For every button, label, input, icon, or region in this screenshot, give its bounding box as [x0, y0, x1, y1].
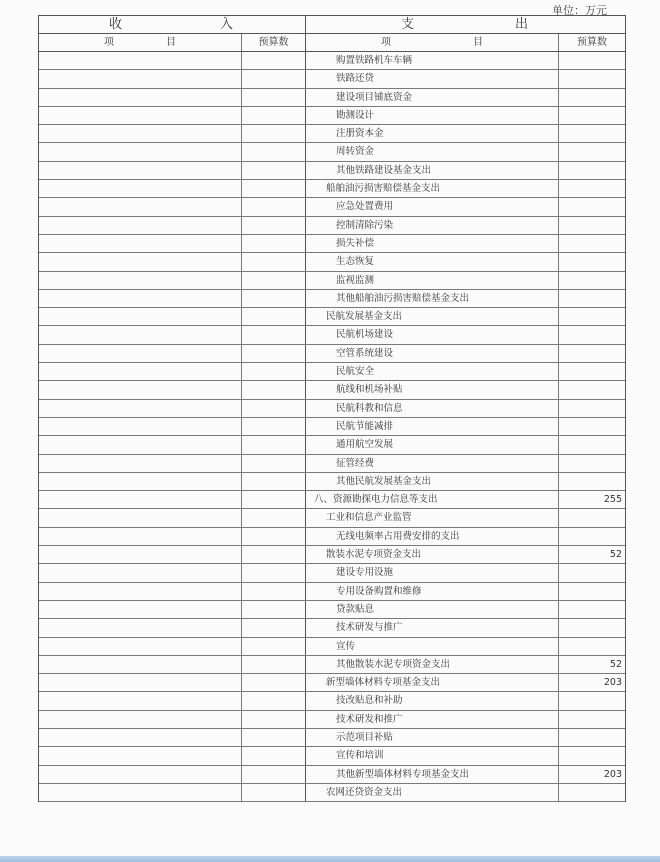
expense-item-cell: 专用设备购置和维修	[306, 583, 559, 600]
expense-item-cell: 民航科教和信息	[306, 400, 559, 417]
header-row-sections	[39, 16, 625, 34]
table-row	[39, 528, 625, 546]
expense-budget-cell	[559, 564, 625, 581]
expense-item-cell: 其他民航发展基金支出	[306, 473, 559, 490]
expense-item-header	[306, 34, 559, 51]
expense-budget-cell: 203	[603, 768, 622, 780]
income-budget-cell	[242, 491, 306, 508]
income-budget-cell	[242, 70, 306, 87]
expense-item-cell: 周转资金	[306, 143, 559, 160]
expense-item-cell: 八、资源勘探电力信息等支出	[306, 491, 559, 508]
expense-budget-cell	[559, 638, 625, 655]
income-budget-cell	[242, 711, 306, 728]
expense-budget-cell	[559, 418, 625, 435]
income-item-cell	[39, 491, 242, 508]
income-budget-cell	[242, 272, 306, 289]
income-item-cell	[39, 308, 242, 325]
table-row	[39, 162, 625, 180]
expense-item-cell: 勘测设计	[306, 107, 559, 124]
table-row	[39, 436, 625, 454]
income-item-cell	[39, 601, 242, 618]
table-row	[39, 143, 625, 161]
table-row	[39, 217, 625, 235]
expense-item-cell: 征管经费	[306, 455, 559, 472]
expense-budget-cell	[559, 784, 625, 801]
expense-budget-cell	[559, 692, 625, 709]
expense-budget-cell	[559, 70, 625, 87]
table-row	[39, 583, 625, 601]
table-row	[39, 326, 625, 344]
expense-budget-cell	[559, 89, 625, 106]
expense-budget-cell	[559, 235, 625, 252]
income-budget-cell	[242, 217, 306, 234]
table-row	[39, 509, 625, 527]
expense-item-cell: 民航安全	[306, 363, 559, 380]
expense-char-2: 出	[514, 17, 530, 32]
expense-budget-cell	[559, 272, 625, 289]
page-bottom-band	[0, 856, 660, 862]
income-budget-cell	[242, 546, 306, 563]
table-row	[39, 601, 625, 619]
table-row	[39, 198, 625, 216]
table-body	[39, 52, 625, 802]
income-item-cell	[39, 253, 242, 270]
expense-budget-cell	[559, 528, 625, 545]
income-budget-cell	[242, 180, 306, 197]
item-char-2: 目	[473, 37, 483, 48]
income-budget-cell	[242, 400, 306, 417]
income-budget-cell	[242, 692, 306, 709]
income-budget-cell	[242, 473, 306, 490]
expense-budget-cell	[559, 747, 625, 764]
expense-item-cell: 示范项目补贴	[306, 729, 559, 746]
expense-item-cell: 监视监测	[306, 272, 559, 289]
expense-budget-cell	[559, 326, 625, 343]
table-row	[39, 70, 625, 88]
income-item-cell	[39, 345, 242, 362]
income-budget-cell	[242, 601, 306, 618]
table-row	[39, 546, 625, 564]
expense-budget-cell	[559, 198, 625, 215]
income-item-cell	[39, 455, 242, 472]
header-row-columns	[39, 34, 625, 52]
table-row	[39, 766, 625, 784]
expense-item-cell: 其他新型墙体材料专项基金支出	[306, 766, 559, 783]
expense-budget-cell	[559, 345, 625, 362]
expense-budget-cell	[559, 308, 625, 325]
expense-item-cell: 新型墙体材料专项基金支出	[306, 674, 559, 691]
expense-item-cell: 民航节能减排	[306, 418, 559, 435]
expense-item-cell: 民航机场建设	[306, 326, 559, 343]
income-item-cell	[39, 52, 242, 69]
table-row	[39, 564, 625, 582]
table-row	[39, 272, 625, 290]
table-row	[39, 125, 625, 143]
income-item-cell	[39, 125, 242, 142]
expense-item-cell: 宣传	[306, 638, 559, 655]
income-item-cell	[39, 89, 242, 106]
expense-budget-cell	[559, 162, 625, 179]
expense-budget-cell	[559, 125, 625, 142]
income-item-cell	[39, 400, 242, 417]
table-row	[39, 729, 625, 747]
income-char-1: 收	[109, 17, 125, 32]
expense-item-cell: 建设专用设施	[306, 564, 559, 581]
income-item-cell	[39, 418, 242, 435]
expense-item-cell: 农网还贷资金支出	[306, 784, 559, 801]
expense-item-cell: 通用航空发展	[306, 436, 559, 453]
table-row	[39, 235, 625, 253]
table-row	[39, 711, 625, 729]
income-budget-cell	[242, 290, 306, 307]
table-row	[39, 89, 625, 107]
expense-budget-cell: 203	[603, 677, 622, 689]
table-row	[39, 638, 625, 656]
income-budget-cell	[242, 253, 306, 270]
income-item-cell	[39, 528, 242, 545]
income-budget-cell	[242, 436, 306, 453]
income-budget-cell	[242, 326, 306, 343]
table-row	[39, 345, 625, 363]
income-char-2: 入	[219, 17, 235, 32]
income-budget-cell	[242, 52, 306, 69]
table-row	[39, 491, 625, 509]
expense-budget-cell	[559, 52, 625, 69]
income-budget-cell	[242, 766, 306, 783]
expense-budget-cell	[559, 473, 625, 490]
expense-item-cell: 工业和信息产业监管	[306, 509, 559, 526]
expense-item-cell: 散装水泥专项资金支出	[306, 546, 559, 563]
income-item-cell	[39, 180, 242, 197]
income-budget-cell	[242, 674, 306, 691]
expense-item-cell: 无线电频率占用费安排的支出	[306, 528, 559, 545]
income-item-cell	[39, 272, 242, 289]
table-row	[39, 692, 625, 710]
income-item-cell	[39, 711, 242, 728]
table-row	[39, 308, 625, 326]
expense-budget-cell	[559, 180, 625, 197]
income-item-cell	[39, 326, 242, 343]
income-item-cell	[39, 784, 242, 801]
income-item-cell	[39, 70, 242, 87]
income-budget-cell	[242, 89, 306, 106]
item-char-1: 项	[104, 37, 114, 48]
expense-item-cell: 损失补偿	[306, 235, 559, 252]
expense-item-cell: 空管系统建设	[306, 345, 559, 362]
table-row	[39, 52, 625, 70]
expense-budget-cell	[559, 290, 625, 307]
expense-item-cell: 技术研发与推广	[306, 619, 559, 636]
expense-item-cell: 其他船舶油污损害赔偿基金支出	[306, 290, 559, 307]
income-item-cell	[39, 381, 242, 398]
expense-budget-cell	[559, 436, 625, 453]
income-item-cell	[39, 546, 242, 563]
income-item-cell	[39, 162, 242, 179]
table-row	[39, 400, 625, 418]
income-item-cell	[39, 619, 242, 636]
expense-budget-cell	[559, 363, 625, 380]
expense-budget-cell	[559, 143, 625, 160]
income-item-cell	[39, 290, 242, 307]
income-budget-cell	[242, 418, 306, 435]
income-item-cell	[39, 363, 242, 380]
table-row	[39, 107, 625, 125]
table-row	[39, 418, 625, 436]
table-row	[39, 455, 625, 473]
expense-item-cell: 建设项目铺底资金	[306, 89, 559, 106]
expense-budget-cell	[559, 583, 625, 600]
income-budget-cell	[242, 528, 306, 545]
expense-item-cell: 铁路还贷	[306, 70, 559, 87]
table-row	[39, 674, 625, 692]
income-item-cell	[39, 747, 242, 764]
expense-budget-cell	[559, 107, 625, 124]
income-budget-cell	[242, 619, 306, 636]
table-row	[39, 656, 625, 674]
expense-item-cell: 宣传和培训	[306, 747, 559, 764]
income-budget-cell	[242, 729, 306, 746]
income-budget-cell	[242, 125, 306, 142]
expense-header	[306, 16, 625, 33]
table-row	[39, 363, 625, 381]
unit-label: 单位：万元	[552, 4, 607, 17]
expense-item-cell: 技改贴息和补助	[306, 692, 559, 709]
expense-budget-cell	[559, 455, 625, 472]
income-budget-cell	[242, 509, 306, 526]
expense-budget-cell	[559, 381, 625, 398]
income-budget-cell	[242, 162, 306, 179]
income-header	[39, 16, 306, 33]
expense-budget-cell: 52	[609, 549, 622, 561]
expense-item-cell: 注册资本金	[306, 125, 559, 142]
income-item-cell	[39, 638, 242, 655]
income-budget-cell	[242, 381, 306, 398]
table-row	[39, 253, 625, 271]
table-row	[39, 180, 625, 198]
expense-item-cell: 航线和机场补贴	[306, 381, 559, 398]
income-budget-cell	[242, 656, 306, 673]
table-row	[39, 381, 625, 399]
expense-item-cell: 民航发展基金支出	[306, 308, 559, 325]
income-item-cell	[39, 235, 242, 252]
expense-budget-header: 预算数	[577, 37, 607, 48]
item-char-1: 项	[381, 37, 391, 48]
expense-item-cell: 船舶油污损害赔偿基金支出	[306, 180, 559, 197]
expense-item-cell: 购置铁路机车车辆	[306, 52, 559, 69]
income-budget-cell	[242, 784, 306, 801]
expense-item-cell: 其他铁路建设基金支出	[306, 162, 559, 179]
expense-item-cell: 生态恢复	[306, 253, 559, 270]
item-char-2: 目	[166, 37, 176, 48]
table-row	[39, 619, 625, 637]
income-item-cell	[39, 729, 242, 746]
expense-budget-cell	[559, 217, 625, 234]
income-budget-cell	[242, 198, 306, 215]
expense-item-cell: 应急处置费用	[306, 198, 559, 215]
income-item-cell	[39, 143, 242, 160]
income-budget-cell	[242, 143, 306, 160]
table-row	[39, 784, 625, 802]
expense-item-cell: 贷款贴息	[306, 601, 559, 618]
income-item-header	[39, 34, 242, 51]
income-item-cell	[39, 674, 242, 691]
income-item-cell	[39, 509, 242, 526]
table-row	[39, 473, 625, 491]
expense-budget-cell	[559, 509, 625, 526]
income-budget-cell	[242, 345, 306, 362]
expense-item-cell: 控制清除污染	[306, 217, 559, 234]
expense-budget-cell	[559, 601, 625, 618]
expense-budget-cell	[559, 253, 625, 270]
income-item-cell	[39, 107, 242, 124]
expense-item-cell: 技术研发和推广	[306, 711, 559, 728]
income-item-cell	[39, 656, 242, 673]
income-budget-cell	[242, 638, 306, 655]
expense-item-cell: 其他散装水泥专项资金支出	[306, 656, 559, 673]
income-budget-cell	[242, 308, 306, 325]
income-budget-cell	[242, 235, 306, 252]
income-budget-header: 预算数	[242, 34, 306, 51]
income-budget-cell	[242, 747, 306, 764]
expense-budget-cell	[559, 711, 625, 728]
income-budget-cell	[242, 455, 306, 472]
income-item-cell	[39, 692, 242, 709]
income-item-cell	[39, 217, 242, 234]
income-item-cell	[39, 583, 242, 600]
income-item-cell	[39, 766, 242, 783]
expense-budget-cell	[559, 619, 625, 636]
income-budget-cell	[242, 564, 306, 581]
table-row	[39, 747, 625, 765]
expense-budget-cell	[559, 400, 625, 417]
table-row	[39, 290, 625, 308]
income-budget-cell	[242, 583, 306, 600]
expense-char-1: 支	[401, 17, 417, 32]
income-item-cell	[39, 436, 242, 453]
expense-budget-cell	[559, 729, 625, 746]
expense-budget-cell: 52	[609, 658, 622, 670]
income-item-cell	[39, 473, 242, 490]
income-budget-cell	[242, 107, 306, 124]
income-item-cell	[39, 564, 242, 581]
budget-table	[38, 15, 626, 802]
income-budget-cell	[242, 363, 306, 380]
expense-budget-cell: 255	[603, 494, 622, 506]
income-item-cell	[39, 198, 242, 215]
